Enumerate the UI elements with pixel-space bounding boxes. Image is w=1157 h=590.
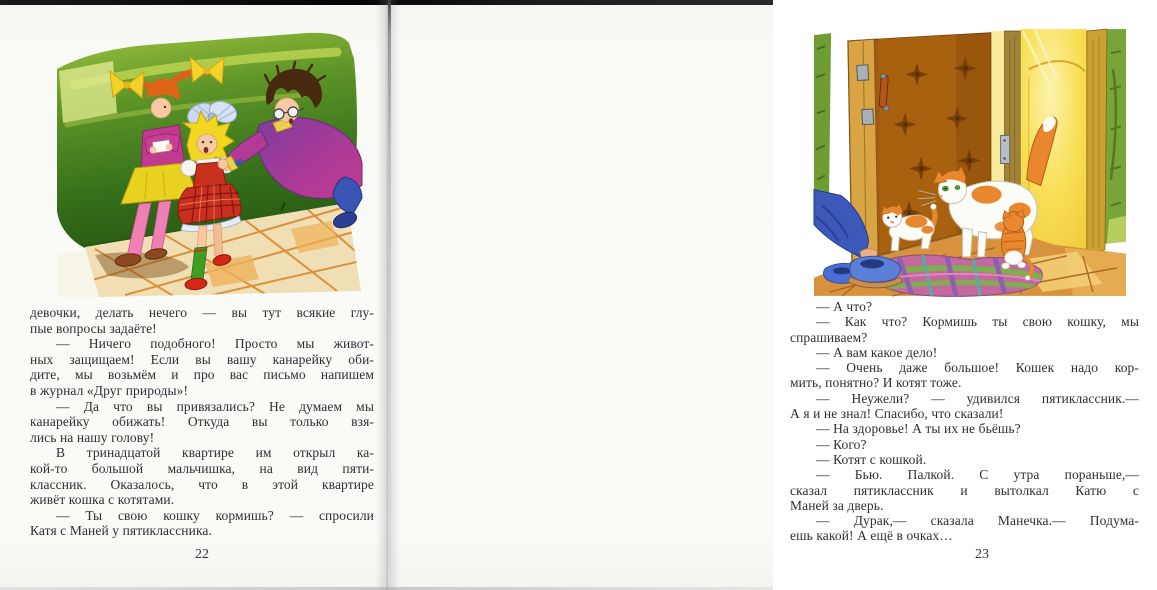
text-line: сказал пятиклассник и вытолкал Катю с [790,482,1139,498]
text-line: в журнал «Друг природы»! [30,382,189,398]
text-line: спрашиваем? [790,329,868,345]
children-scene [55,27,369,301]
text-line: Катя с Маней у пятиклассника. [30,523,212,539]
text-line: кой-то большой мальчишка, на вид пяти- [30,460,374,476]
left-page-text [30,305,374,539]
left-wall [814,33,831,205]
text-line: — Кого? [816,436,867,452]
text-line: — Очень даже большое! Кошек надо кор- [816,360,1139,376]
left-illustration-children-at-blackboard [55,27,369,301]
text-line: мить, понятно? И котят тоже. [790,375,962,391]
text-line: — Неужели? — удивился пятиклассник.— [816,390,1139,406]
cats-scene [814,29,1126,296]
text-line: — На здоровье! А ты их не бьёшь? [816,421,1021,437]
right-page [387,0,1139,590]
right-wall [1105,29,1126,244]
text-line: Маней за дверь. [790,497,884,513]
door-latch-plate [1001,135,1010,163]
text-line: А я и не знал! Спасибо, что сказали! [790,406,1004,422]
right-page-number: 23 [975,547,989,562]
text-line: — Дурак,— сказала Манечка.— Подума- [816,513,1139,529]
text-line: В тринадцатой квартире им открыл ка- [56,445,374,461]
left-page [0,0,386,590]
right-illustration-cat-and-kittens [814,29,1126,296]
text-line: — Котят с кошкой. [816,451,927,467]
text-line: — А вам какое дело! [816,344,938,360]
text-line: — Бью. Палкой. С утра пораньше,— [816,467,1139,483]
text-line: — Как что? Кормишь ты свою кошку, мы [816,314,1139,330]
text-line: живёт кошка с котятами. [30,492,175,508]
slipper [848,256,902,288]
text-line: — Ты свою кошку кормишь? — спросили [56,507,374,523]
text-line: дите, мы возьмём и про вас письмо напишем [30,367,374,383]
text-line: — Ничего подобного! Просто мы живот- [56,336,374,352]
text-line: лись на нашу голову! [30,429,155,445]
text-line: пые вопросы задаёте! [30,320,157,336]
text-line: — Да что вы привязались? Не думаем мы [56,398,374,414]
text-line: девочки, делать нечего — вы тут всякие глу- [30,305,374,320]
text-line: ных защищаем! Если вы вашу канарейку оби- [30,351,374,367]
text-line: — А что? [816,299,873,314]
text-line: ешь какой! А ещё в очках… [790,528,953,544]
text-line: канарейку обижать! Откуда вы только взя- [30,414,374,430]
left-page-number: 22 [195,547,209,562]
right-page-text [790,299,1139,544]
text-line: классник. Оказалось, что в этой квартире [30,476,374,492]
